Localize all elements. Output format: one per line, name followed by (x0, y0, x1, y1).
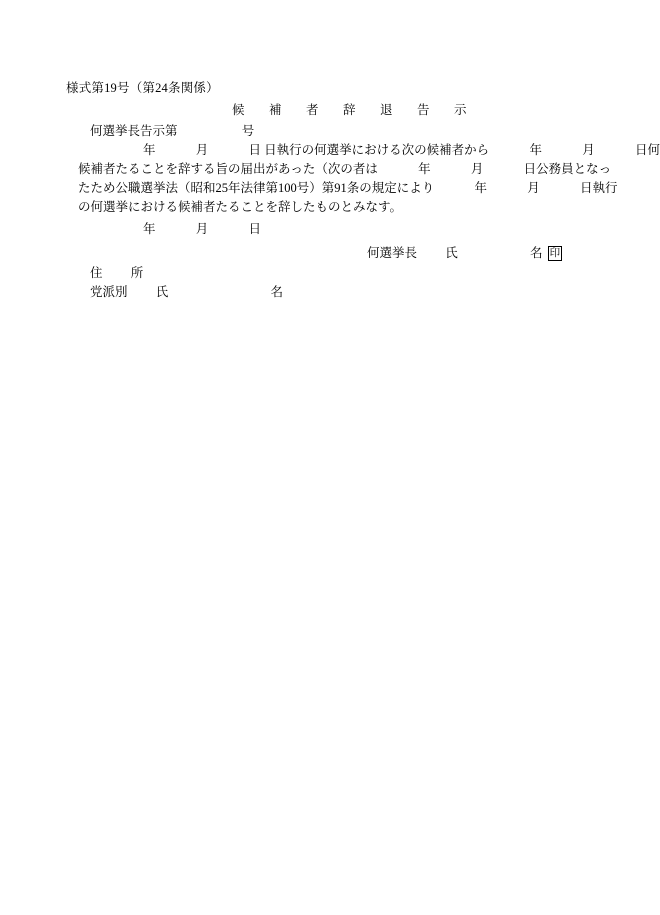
notice-number-suffix: 号 (241, 124, 255, 138)
form-number: 様式第19号（第24条関係） (66, 81, 219, 95)
body-line-3 (78, 178, 618, 196)
body-line2-head-text: 候補者たることを辞する旨の届出があった（次の者は (78, 162, 378, 176)
address-label-1: 住 (90, 266, 103, 280)
body-line1-month: 月 (582, 143, 595, 157)
signature-title: 何選挙長 (367, 246, 418, 260)
party-name-label-2: 名 (270, 285, 284, 299)
date-line-signature (143, 219, 261, 237)
date-month-label: 月 (195, 143, 209, 157)
sig-date-month-label: 月 (195, 222, 209, 236)
party-field (90, 282, 283, 300)
notice-number-label: 何選挙長告示第 (90, 124, 178, 138)
sig-date-day-label: 日 (248, 222, 262, 236)
body-line3-month: 月 (527, 181, 540, 195)
body-line-4: の何選挙における候補者たることを辞したものとみなす。 (78, 200, 403, 214)
party-name-label-1: 氏 (155, 285, 169, 299)
signature-block (367, 243, 562, 261)
date-day-label: 日 (248, 143, 262, 157)
body-line1-text: 日執行の何選挙における次の候補者から (264, 143, 490, 157)
body-line3-tail-text: 日執行 (580, 181, 618, 195)
date-year-label: 年 (143, 143, 156, 157)
body-line3-head-text: たため公職選挙法（昭和25年法律第100号）第91条の規定により (78, 181, 435, 195)
page-title (232, 100, 473, 118)
body-line2-month: 月 (470, 162, 484, 176)
body-line2-year: 年 (418, 162, 431, 176)
party-label: 党派別 (90, 285, 128, 299)
body-line-2 (78, 159, 611, 177)
body-line3-year: 年 (474, 181, 488, 195)
address-field (90, 263, 143, 281)
notice-number-line (90, 121, 254, 139)
date-line-issue (143, 140, 660, 158)
body-line2-tail-text: 日公務員となっ (523, 162, 612, 176)
sig-date-year-label: 年 (143, 222, 156, 236)
seal-stamp-box: 印 (549, 248, 561, 259)
body-line1-year: 年 (529, 143, 542, 157)
body-line1-tail-text: 日何 (634, 143, 660, 157)
signature-name-label-1: 氏 (445, 246, 458, 260)
address-label-2: 所 (130, 266, 144, 280)
signature-name-label-2: 名 (530, 246, 543, 260)
page-title-text: 候 補 者 辞 退 告 示 (232, 103, 473, 117)
